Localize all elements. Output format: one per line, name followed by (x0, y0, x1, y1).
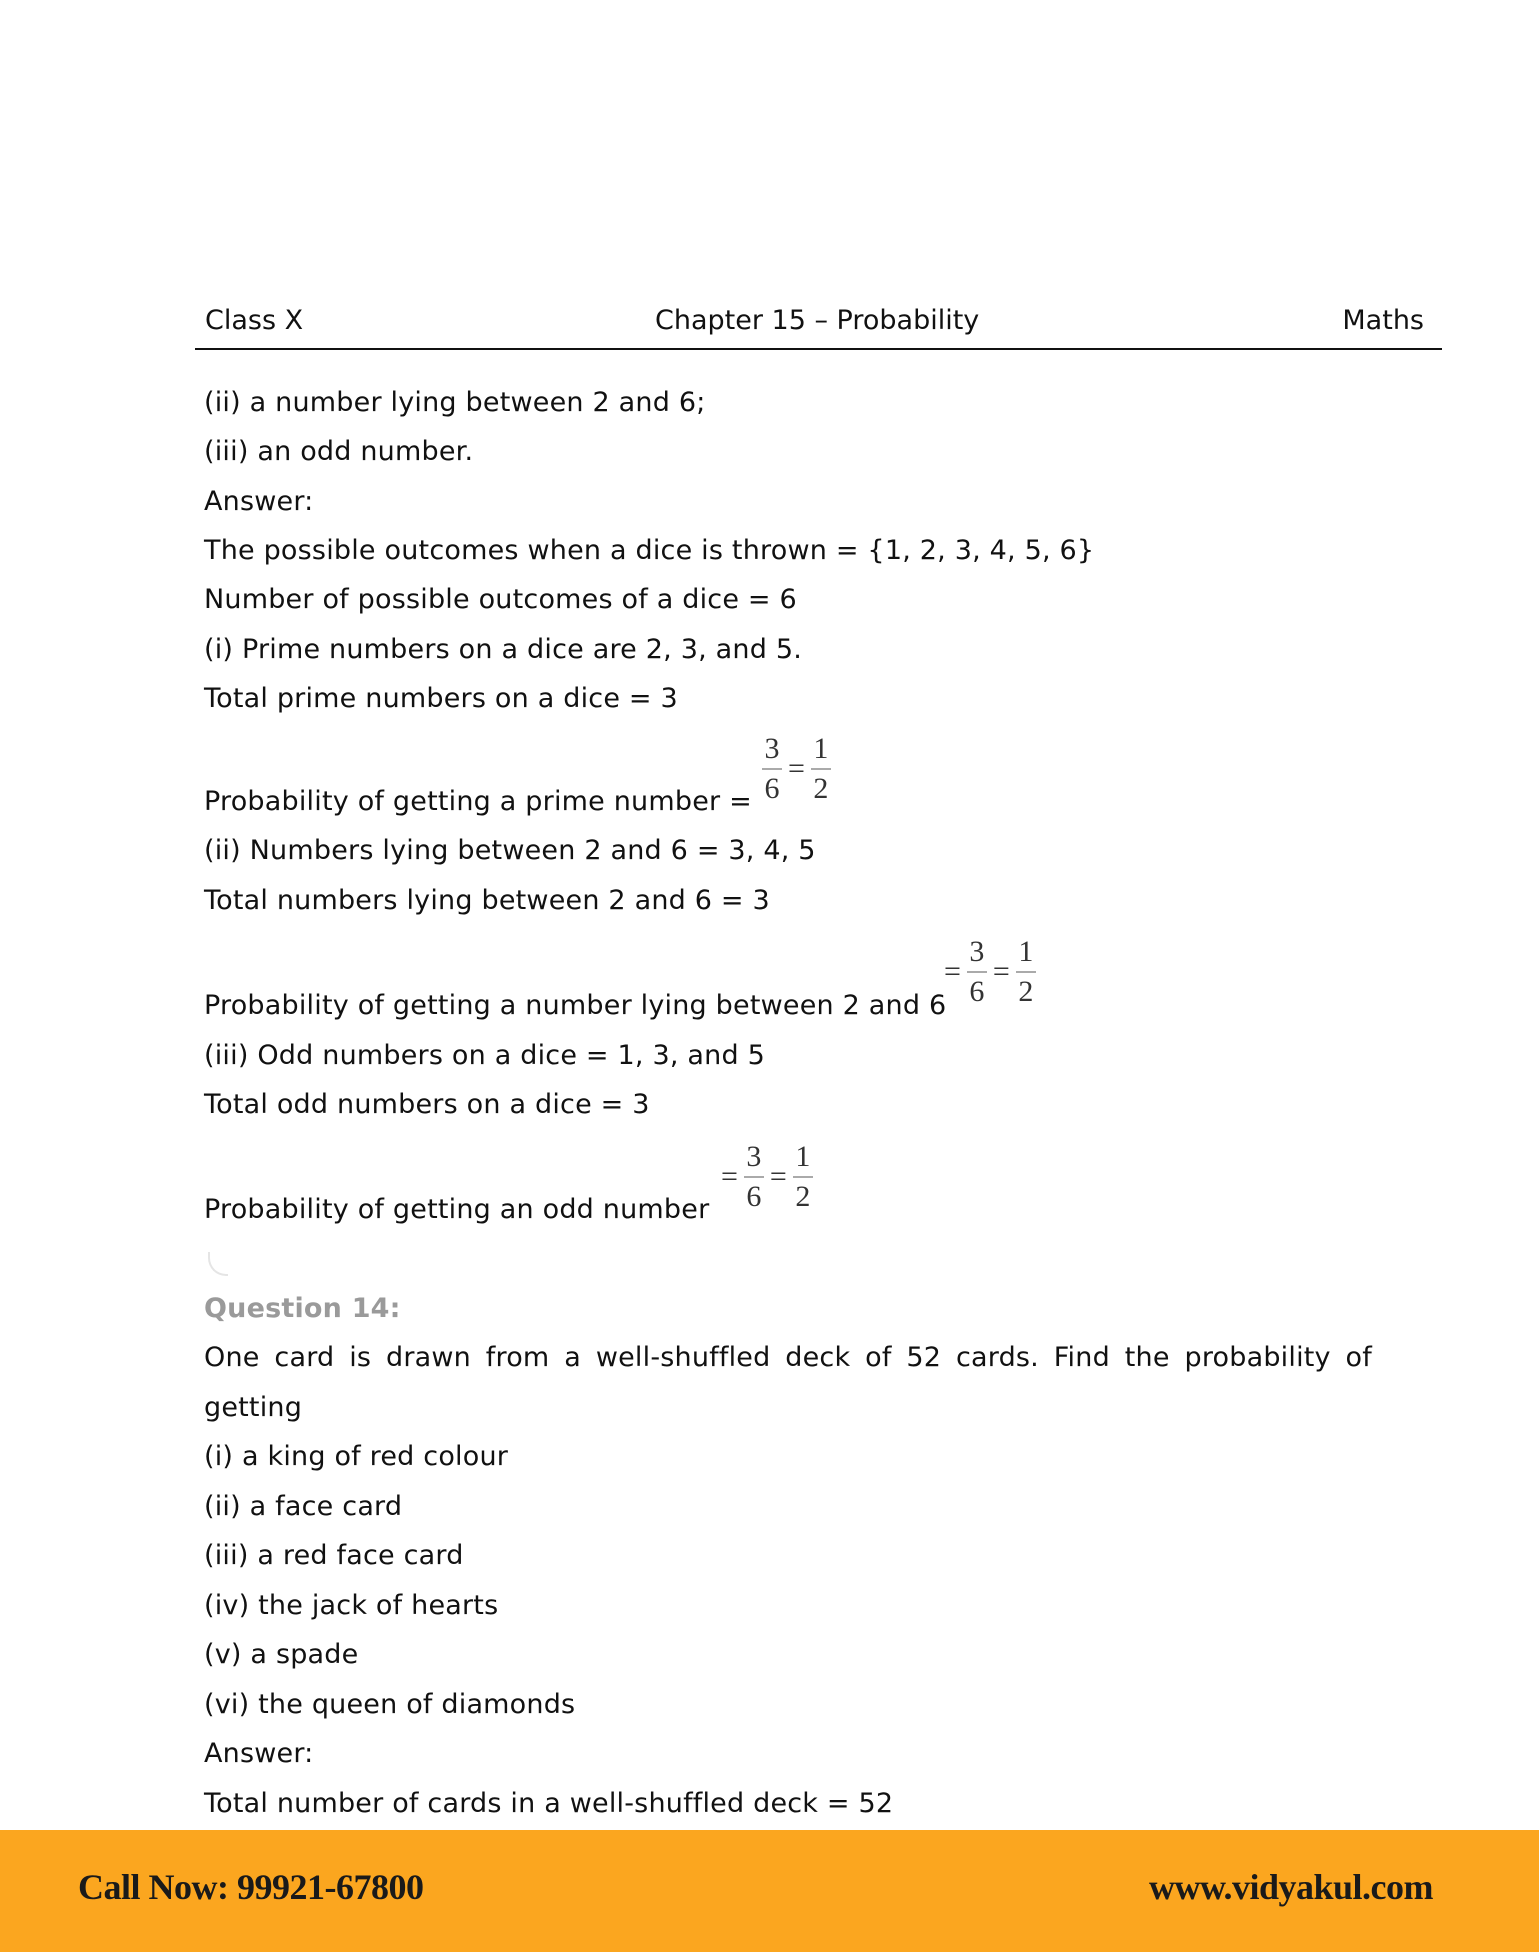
answer-line: (i) Prime numbers on a dice are 2, 3, and 5. (204, 634, 802, 665)
answer-line: Total number of cards in a well-shuffled deck = 52 (204, 1788, 894, 1819)
answer-line: Probability of getting an odd number (204, 1194, 710, 1225)
subject-label: Maths (1342, 305, 1424, 336)
question-part: (ii) a face card (204, 1491, 403, 1522)
question-part: (i) a king of red colour (204, 1441, 509, 1472)
question-part: (v) a spade (204, 1639, 359, 1670)
question-part: (iv) the jack of hearts (204, 1590, 499, 1621)
question-part: (vi) the queen of diamonds (204, 1689, 576, 1720)
answer-line: The possible outcomes when a dice is thrown = {1, 2, 3, 4, 5, 6} (204, 535, 1095, 566)
question-prompt: One card is drawn from a well-shuffled deck of 52 cards. Find the probability of (204, 1342, 1372, 1373)
website-link[interactable]: www.vidyakul.com (1148, 1867, 1433, 1907)
answer-line: Probability of getting a prime number = (204, 786, 752, 817)
fraction: $\frac{1}{2}$ (809, 732, 833, 806)
class-label: Class X (205, 305, 304, 336)
answer-label: Answer: (204, 1738, 314, 1769)
question-part: (iii) an odd number. (204, 436, 474, 467)
call-now-phone[interactable]: Call Now: 99921-67800 (78, 1867, 424, 1907)
fraction-prime: $\frac{3}{6}$ = $\frac{1}{2}$ (760, 732, 833, 806)
page-header (195, 300, 1442, 350)
question-part: (ii) a number lying between 2 and 6; (204, 387, 706, 418)
answer-line: Number of possible outcomes of a dice = 6 (204, 584, 797, 615)
fraction: $\frac{1}{2}$ (791, 1140, 815, 1214)
answer-line: (ii) Numbers lying between 2 and 6 = 3, 4, 5 (204, 835, 816, 866)
answer-line: Total odd numbers on a dice = 3 (204, 1089, 650, 1120)
footer-banner (0, 1830, 1539, 1952)
scan-artifact (208, 1252, 228, 1276)
fraction-between: = $\frac{3}{6}$ = $\frac{1}{2}$ (940, 935, 1038, 1009)
fraction-odd: = $\frac{3}{6}$ = $\frac{1}{2}$ (717, 1140, 815, 1214)
question-part: (iii) a red face card (204, 1540, 464, 1571)
answer-label: Answer: (204, 486, 314, 517)
question-prompt: getting (204, 1392, 303, 1423)
answer-line: (iii) Odd numbers on a dice = 1, 3, and 5 (204, 1040, 765, 1071)
chapter-title: Chapter 15 – Probability (655, 305, 980, 336)
fraction: $\frac{3}{6}$ (965, 935, 989, 1009)
question-heading: Question 14: (204, 1293, 401, 1324)
fraction: $\frac{3}{6}$ (742, 1140, 766, 1214)
answer-line: Probability of getting a number lying between 2 and 6 (204, 990, 947, 1021)
answer-line: Total prime numbers on a dice = 3 (204, 683, 678, 714)
fraction: $\frac{3}{6}$ (760, 732, 784, 806)
fraction: $\frac{1}{2}$ (1014, 935, 1038, 1009)
answer-line: Total numbers lying between 2 and 6 = 3 (204, 885, 770, 916)
